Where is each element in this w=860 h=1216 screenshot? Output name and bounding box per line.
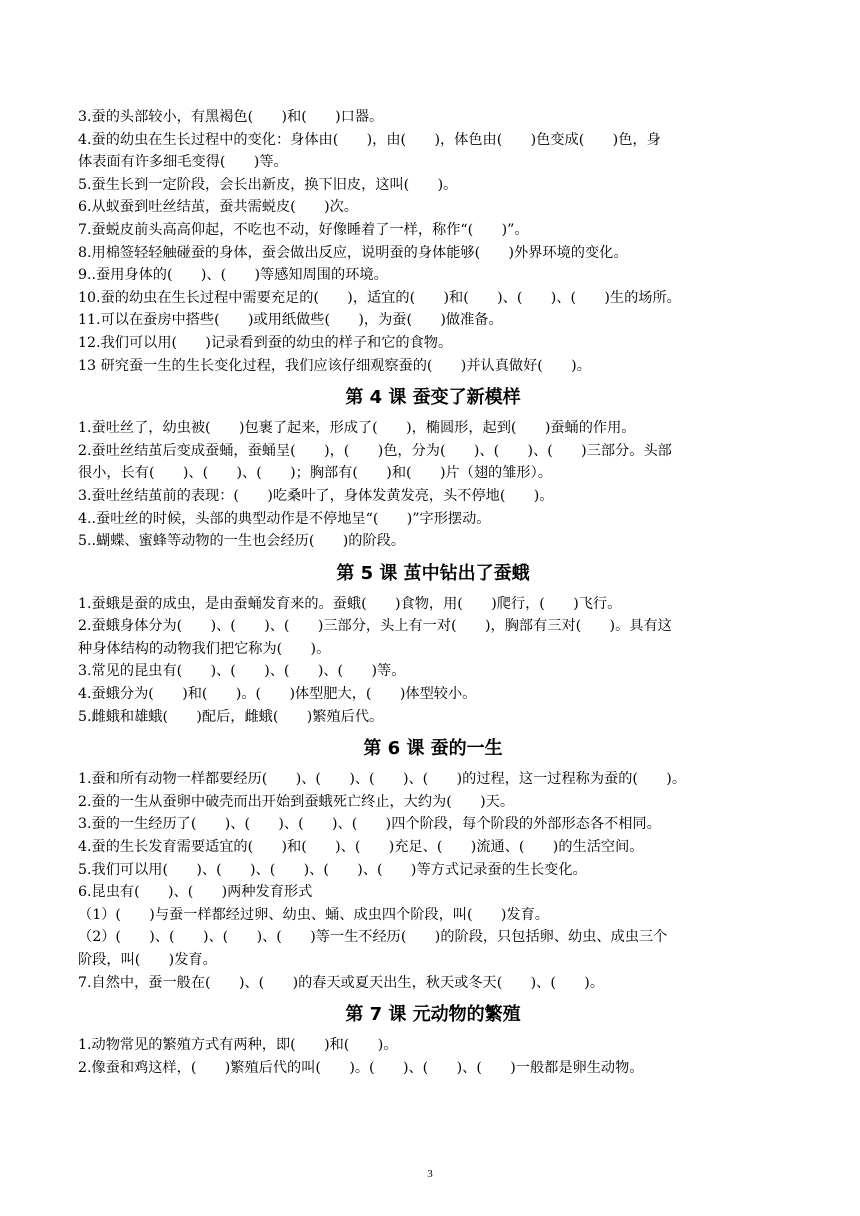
lesson-5-title: 第 5 课 茧中钻出了蚕蛾 — [336, 562, 530, 584]
document-page — [78, 106, 788, 1079]
question-line: 12.我们可以用( )记录看到蚕的幼虫的样子和它的食物。 — [78, 334, 453, 351]
question-line: 种身体结构的动物我们把它称为( )。 — [78, 640, 331, 657]
question-line: 7.自然中，蚕一般在( )、( )的春天或夏天出生，秋天或冬天( )、( )。 — [78, 974, 605, 991]
section-3-continued — [78, 106, 788, 377]
question-line: 体表面有许多细毛变得( )等。 — [78, 154, 288, 171]
question-line: 4.蚕的生长发育需要适宜的( )和( )、( )充足、( )流通、( )的生活空间。 — [78, 839, 644, 856]
question-line: 1.蚕吐丝了，幼虫被( )包裹了起来，形成了( )，椭圆形，起到( )蚕蛹的作用。 — [78, 420, 636, 437]
page-number: 3 — [427, 1168, 433, 1180]
question-line: 11.可以在蚕房中搭些( )或用纸做些( )，为蚕( )做准备。 — [78, 312, 503, 329]
question-line: 7.蚕蜕皮前头高高仰起，不吃也不动，好像睡着了一样，称作“( )”。 — [78, 221, 529, 238]
question-line: 2.蚕吐丝结茧后变成蚕蛹，蚕蛹呈( )，( )色，分为( )、( )、( )三部分。头部 — [78, 442, 672, 459]
question-line: 5.我们可以用( )、( )、( )、( )、( )等方式记录蚕的生长变化。 — [78, 861, 587, 878]
question-line: 2.像蚕和鸡这样，( )繁殖后代的叫( )。( )、( )、( )一般都是卵生动物。 — [78, 1059, 644, 1076]
question-line: 阶段，叫( )发育。 — [78, 952, 217, 968]
question-line: 3.蚕的一生经历了( )、( )、( )、( )四个阶段，每个阶段的外部形态各不相同。 — [78, 816, 661, 833]
lesson-6-section — [78, 736, 788, 994]
question-line: 3.蚕吐丝结茧前的表现：( )吃桑叶了，身体发黄发亮，头不停地( )。 — [78, 487, 554, 504]
question-line: 6.从蚁蚕到吐丝结茧，蚕共需蜕皮( )次。 — [78, 199, 358, 216]
question-line: 2.蚕蛾身体分为( )、( )、( )三部分，头上有一对( )，胸部有三对( )。具有这 — [78, 618, 672, 635]
question-line: 4..蚕吐丝的时候，头部的典型动作是不停地呈“( )”字形摆动。 — [78, 510, 491, 527]
question-line: 5.蚕生长到一定阶段，会长出新皮，换下旧皮，这叫( )。 — [78, 176, 458, 193]
question-line: 4.蚕的幼虫在生长过程中的变化：身体由( )，由( )，体色由( )色变成( )色，身 — [78, 131, 661, 148]
question-line: 1.蚕蛾是蚕的成虫，是由蚕蛹发育来的。蚕蛾( )食物，用( )爬行，( )飞行。 — [78, 595, 622, 612]
lesson-7-section — [78, 1002, 788, 1079]
question-line: （1）( )与蚕一样都经过卵、幼虫、蛹、成虫四个阶段，叫( )发育。 — [78, 906, 549, 923]
question-line: 很小，长有( )、( )、( )；胸部有( )和( )片（翅的雏形）。 — [78, 465, 552, 482]
question-line: 5.雌蛾和雄蛾( )配后，雌蛾( )繁殖后代。 — [78, 708, 384, 725]
lesson-7-title: 第 7 课 元动物的繁殖 — [345, 1004, 521, 1026]
question-line: 9..蚕用身体的( )、( )等感知周围的环境。 — [78, 267, 388, 284]
question-line: 1.动物常见的繁殖方式有两种，即( )和( )。 — [78, 1037, 398, 1054]
question-line: 10.蚕的幼虫在生长过程中需要充足的( )，适宜的( )和( )、( )、( )生的场所。 — [78, 289, 681, 306]
lesson-4-title: 第 4 课 蚕变了新模样 — [345, 387, 521, 409]
question-line: 5..蝴蝶、蜜蜂等动物的一生也会经历( )的阶段。 — [78, 533, 406, 550]
question-line: 4.蚕蛾分为( )和( )。( )体型肥大，( )体型较小。 — [78, 686, 477, 703]
question-line: 3.蚕的头部较小，有黑褐色( )和( )口器。 — [78, 109, 384, 125]
question-line: 13 研究蚕一生的生长变化过程，我们应该仔细观察蚕的( )并认真做好( )。 — [78, 357, 591, 374]
lesson-4-section — [78, 385, 788, 553]
question-line: 6.昆虫有( )、( )两种发育形式 — [78, 884, 313, 901]
question-line: 1.蚕和所有动物一样都要经历( )、( )、( )、( )的过程，这一过程称为蚕的( )。 — [78, 771, 687, 788]
lesson-5-section — [78, 561, 788, 729]
question-line: 8.用棉签轻轻触碰蚕的身体，蚕会做出反应，说明蚕的身体能够( )外界环境的变化。 — [78, 244, 628, 261]
question-line: （2）( )、( )、( )、( )等一生不经历( )的阶段，只包括卵、幼虫、成虫三个 — [78, 929, 668, 946]
question-line: 3.常见的昆虫有( )、( )、( )、( )等。 — [78, 663, 406, 680]
question-line: 2.蚕的一生从蚕卵中破壳而出开始到蚕蛾死亡终止，大约为( )天。 — [78, 793, 515, 810]
lesson-6-title: 第 6 课 蚕的一生 — [363, 738, 503, 760]
